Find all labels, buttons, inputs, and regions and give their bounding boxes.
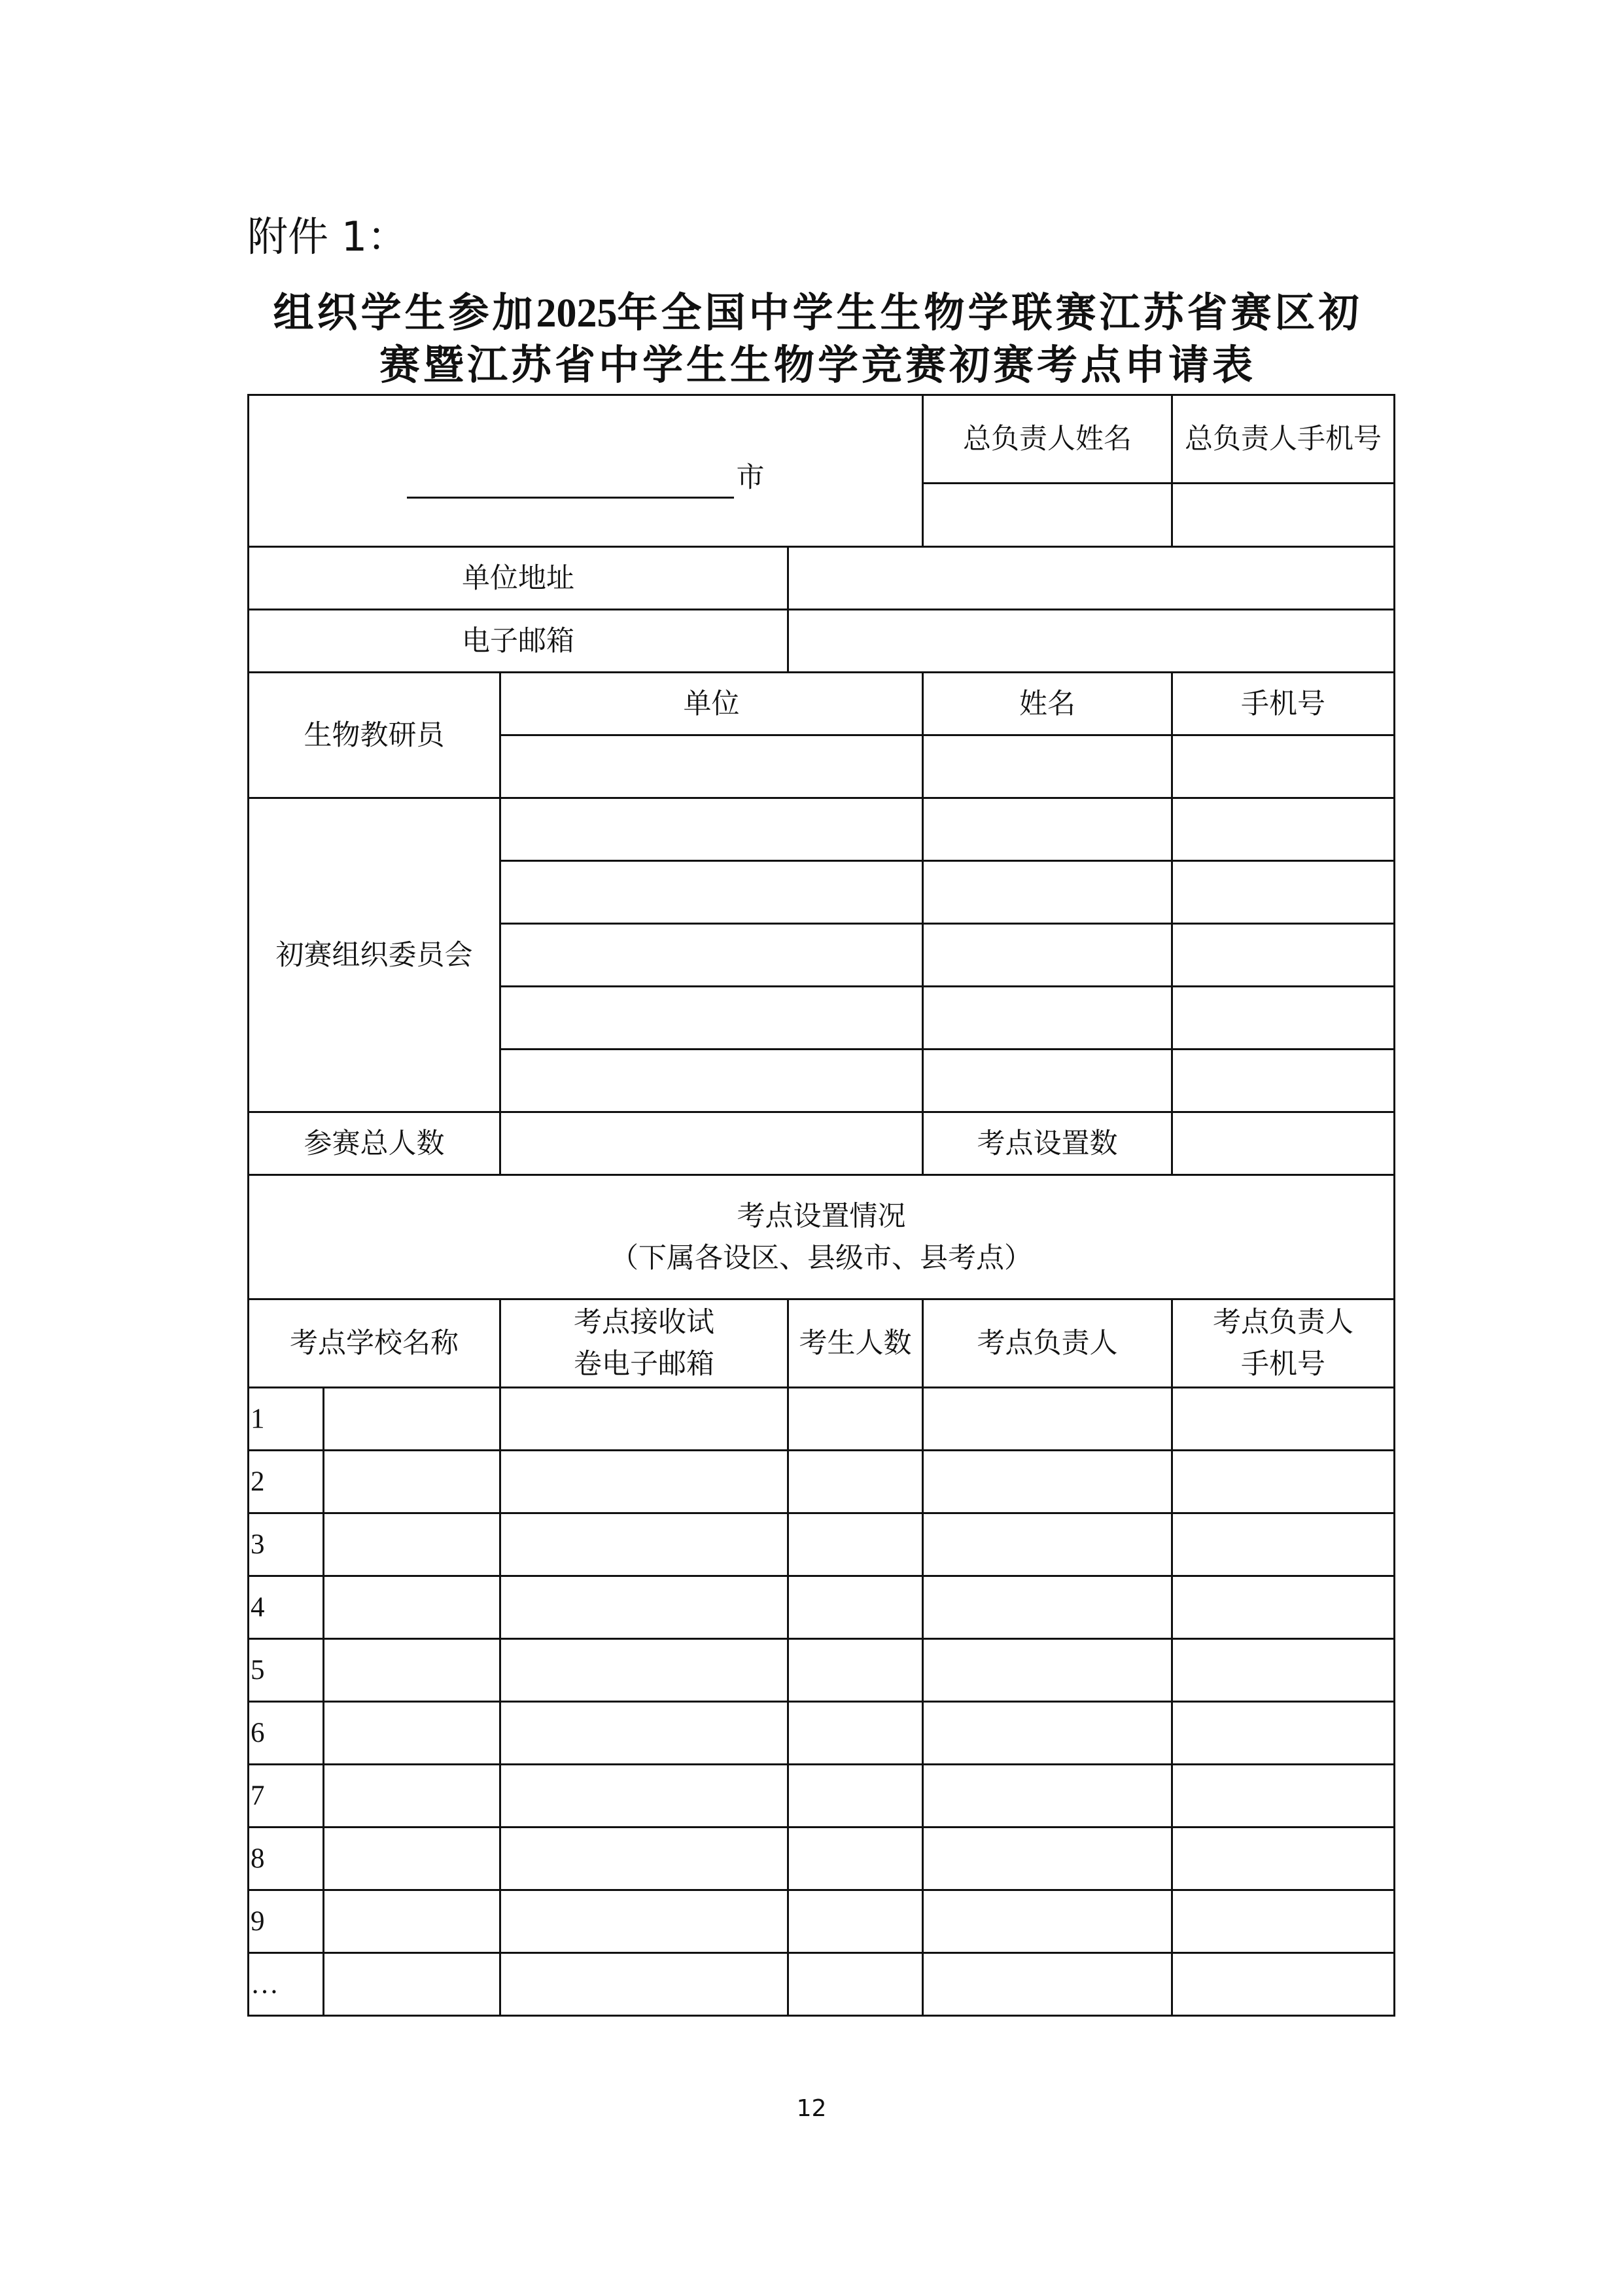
committee-phone-field[interactable] (1172, 1050, 1395, 1112)
unit-address-field[interactable] (788, 547, 1395, 610)
site-head-field[interactable] (923, 1639, 1172, 1702)
site-students-field[interactable] (788, 1388, 923, 1451)
site-row-number: … (249, 1953, 324, 2016)
site-head-phone-header-text: 考点负责人手机号 (1213, 1306, 1353, 1381)
committee-name-field[interactable] (923, 1050, 1172, 1112)
site-email-field[interactable] (500, 1828, 788, 1890)
site-email-field[interactable] (500, 1451, 788, 1513)
page-number: 12 (796, 2095, 827, 2122)
site-row-number: 7 (249, 1765, 324, 1828)
committee-label: 初赛组织委员会 (249, 798, 500, 1112)
site-school-field[interactable] (324, 1513, 500, 1576)
committee-name-field[interactable] (923, 987, 1172, 1050)
site-count-label: 考点设置数 (923, 1112, 1172, 1175)
site-email-field[interactable] (500, 1890, 788, 1953)
site-row (249, 1702, 1395, 1765)
site-head-field[interactable] (923, 1828, 1172, 1890)
site-email-field[interactable] (500, 1702, 788, 1765)
site-row (249, 1890, 1395, 1953)
site-email-field[interactable] (500, 1513, 788, 1576)
student-count-header: 考生人数 (788, 1299, 923, 1388)
email-field[interactable] (788, 610, 1395, 673)
site-row (249, 1576, 1395, 1639)
email-label: 电子邮箱 (249, 610, 788, 673)
site-head-field[interactable] (923, 1388, 1172, 1451)
receive-email-header (500, 1299, 788, 1388)
site-school-field[interactable] (324, 1576, 500, 1639)
city-suffix: 市 (736, 461, 765, 494)
site-students-field[interactable] (788, 1953, 923, 2016)
site-rows (249, 1388, 1395, 2016)
unit-header: 单位 (500, 673, 923, 735)
site-head-phone-field[interactable] (1172, 1576, 1395, 1639)
site-row (249, 1765, 1395, 1828)
site-row (249, 1451, 1395, 1513)
site-head-field[interactable] (923, 1576, 1172, 1639)
site-students-field[interactable] (788, 1513, 923, 1576)
site-head-header: 考点负责人 (923, 1299, 1172, 1388)
site-school-field[interactable] (324, 1828, 500, 1890)
site-head-phone-header (1172, 1299, 1395, 1388)
site-school-field[interactable] (324, 1451, 500, 1513)
site-email-field[interactable] (500, 1388, 788, 1451)
site-head-phone-field[interactable] (1172, 1639, 1395, 1702)
site-row-number: 1 (249, 1388, 324, 1451)
city-blank-line[interactable] (407, 459, 734, 499)
city-cell[interactable] (249, 395, 923, 547)
site-email-field[interactable] (500, 1765, 788, 1828)
chief-phone-label: 总负责人手机号 (1172, 395, 1395, 484)
site-head-field[interactable] (923, 1890, 1172, 1953)
site-count-field[interactable] (1172, 1112, 1395, 1175)
site-head-phone-field[interactable] (1172, 1702, 1395, 1765)
unit-address-label: 单位地址 (249, 547, 788, 610)
site-row (249, 1513, 1395, 1576)
site-head-field[interactable] (923, 1765, 1172, 1828)
site-school-field[interactable] (324, 1890, 500, 1953)
site-head-field[interactable] (923, 1451, 1172, 1513)
site-row-number: 4 (249, 1576, 324, 1639)
site-row-number: 3 (249, 1513, 324, 1576)
receive-email-header-text: 考点接收试卷电子邮箱 (574, 1306, 714, 1381)
researcher-name-field[interactable] (923, 735, 1172, 798)
committee-unit-field[interactable] (500, 924, 923, 987)
site-row (249, 1639, 1395, 1702)
site-students-field[interactable] (788, 1702, 923, 1765)
site-school-field[interactable] (324, 1639, 500, 1702)
site-head-phone-field[interactable] (1172, 1890, 1395, 1953)
committee-phone-field[interactable] (1172, 987, 1395, 1050)
name-header: 姓名 (923, 673, 1172, 735)
title-year: 2025 (536, 291, 618, 336)
site-setup-note: （下属各设区、县级市、县考点） (610, 1241, 1032, 1275)
site-head-field[interactable] (923, 1513, 1172, 1576)
site-students-field[interactable] (788, 1890, 923, 1953)
site-school-field[interactable] (324, 1765, 500, 1828)
site-students-field[interactable] (788, 1828, 923, 1890)
site-students-field[interactable] (788, 1765, 923, 1828)
site-head-phone-field[interactable] (1172, 1765, 1395, 1828)
site-head-field[interactable] (923, 1702, 1172, 1765)
site-head-phone-field[interactable] (1172, 1513, 1395, 1576)
committee-phone-field[interactable] (1172, 798, 1395, 861)
site-students-field[interactable] (788, 1451, 923, 1513)
site-head-field[interactable] (923, 1953, 1172, 2016)
title-part-2: 年全国中学生生物学联赛江苏省赛区初 (617, 289, 1363, 336)
site-head-phone-field[interactable] (1172, 1953, 1395, 2016)
researcher-phone-field[interactable] (1172, 735, 1395, 798)
committee-name-field[interactable] (923, 924, 1172, 987)
site-row (249, 1953, 1395, 2016)
site-row (249, 1828, 1395, 1890)
committee-unit-field[interactable] (500, 861, 923, 924)
site-head-phone-field[interactable] (1172, 1388, 1395, 1451)
committee-phone-field[interactable] (1172, 861, 1395, 924)
site-email-field[interactable] (500, 1639, 788, 1702)
site-row-number: 8 (249, 1828, 324, 1890)
site-row-number: 2 (249, 1451, 324, 1513)
site-row (249, 1388, 1395, 1451)
application-form-table (247, 394, 1395, 2017)
committee-unit-field[interactable] (500, 987, 923, 1050)
site-row-number: 6 (249, 1702, 324, 1765)
researcher-label: 生物教研员 (249, 673, 500, 798)
school-name-header: 考点学校名称 (249, 1299, 500, 1388)
site-school-field[interactable] (324, 1953, 500, 2016)
researcher-unit-field[interactable] (500, 735, 923, 798)
form-title-line-2: 赛暨江苏省中学生生物学竞赛初赛考点申请表 (379, 341, 1256, 389)
site-setup-title: 考点设置情况 (737, 1199, 906, 1233)
total-participants-field[interactable] (500, 1112, 923, 1175)
site-school-field[interactable] (324, 1388, 500, 1451)
total-participants-label: 参赛总人数 (249, 1112, 500, 1175)
site-head-phone-field[interactable] (1172, 1451, 1395, 1513)
site-email-field[interactable] (500, 1576, 788, 1639)
site-row-number: 9 (249, 1890, 324, 1953)
chief-name-label: 总负责人姓名 (923, 395, 1172, 484)
committee-name-field[interactable] (923, 861, 1172, 924)
site-school-field[interactable] (324, 1702, 500, 1765)
site-row-number: 5 (249, 1639, 324, 1702)
chief-name-field[interactable] (923, 484, 1172, 547)
committee-unit-field[interactable] (500, 1050, 923, 1112)
committee-phone-field[interactable] (1172, 924, 1395, 987)
site-students-field[interactable] (788, 1639, 923, 1702)
title-part-1: 组织学生参加 (273, 289, 536, 336)
site-email-field[interactable] (500, 1953, 788, 2016)
site-setup-header (249, 1175, 1395, 1299)
site-students-field[interactable] (788, 1576, 923, 1639)
chief-phone-field[interactable] (1172, 484, 1395, 547)
committee-unit-field[interactable] (500, 798, 923, 861)
committee-name-field[interactable] (923, 798, 1172, 861)
site-head-phone-field[interactable] (1172, 1828, 1395, 1890)
attachment-label: 附件 1： (247, 213, 408, 260)
phone-header: 手机号 (1172, 673, 1395, 735)
